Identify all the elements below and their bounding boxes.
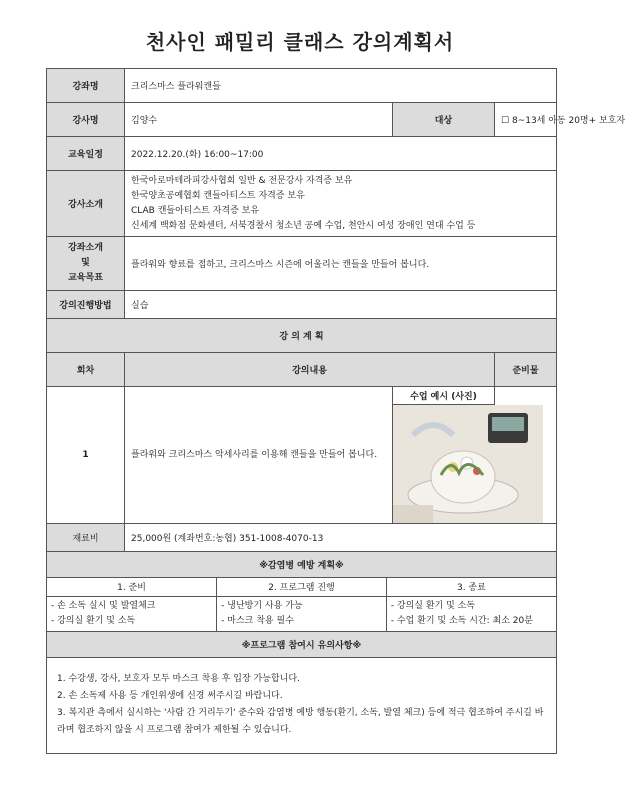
prevention-col-items [217, 596, 387, 631]
method-label: 강의진행방법 [47, 291, 125, 319]
session-row [47, 387, 557, 524]
notes-header: ※프로그램 참여시 유의사항※ [47, 631, 557, 657]
prevention-row [47, 578, 557, 632]
goal-value: 플라워와 향료를 접하고, 크리스마스 시즌에 어울리는 캔들을 만들어 봅니다. [125, 237, 557, 291]
course-plan-table [46, 68, 625, 754]
photo-label: 수업 예시 (사진) [393, 387, 494, 405]
intro-label: 강사소개 [47, 171, 125, 237]
goal-label-line: 교육목표 [68, 273, 103, 283]
fee-value: 25,000원 (계좌번호:농협) 351-1008-4070-13 [125, 524, 557, 552]
notes-row [47, 657, 557, 753]
fee-row [47, 524, 557, 552]
prevention-header: ※감염병 예방 계획※ [47, 552, 557, 578]
plan-column-header-row [47, 353, 557, 387]
col-session-header: 회차 [47, 353, 125, 387]
document-title: 천사인 패밀리 클래스 강의계획서 [145, 30, 455, 54]
prevention-col-title: 1. 준비 [47, 578, 217, 596]
session-content: 플라워와 크리스마스 악세사리를 이용해 캔들을 만들어 봅니다. [125, 387, 393, 524]
col-content-header: 강의내용 [125, 353, 495, 387]
method-value: 실습 [125, 291, 557, 319]
intro-line: 한국양초공예협회 캔들아티스트 자격증 보유 [131, 190, 305, 201]
notes-header-row [47, 631, 557, 657]
schedule-label: 교육일정 [47, 137, 125, 171]
prevention-table [47, 578, 556, 631]
photo-cell [393, 387, 495, 524]
schedule-value: 2022.12.20.(화) 16:00~17:00 [125, 137, 557, 171]
prevention-col-title: 2. 프로그램 진행 [217, 578, 387, 596]
goal-row [47, 237, 557, 291]
intro-line: 신세계 백화점 문화센터, 서북경찰서 청소년 공예 수업, 천안시 여성 장애인 연대 수업 등 [131, 220, 476, 231]
plan-header: 강 의 계 획 [47, 319, 557, 353]
prevention-item: - 강의실 환기 및 소독 [390, 600, 476, 611]
instructor-label: 강사명 [47, 103, 125, 137]
prevention-cell [47, 578, 557, 632]
intro-line: CLAB 캔들아티스트 자격증 보유 [131, 205, 260, 216]
prevention-item: - 냉난방기 사용 가능 [221, 600, 303, 611]
prevention-col-items [386, 596, 556, 631]
prevention-col-title: 3. 종료 [386, 578, 556, 596]
course-row [47, 69, 557, 103]
prevention-item: - 마스크 착용 필수 [221, 615, 294, 626]
note-item: 2. 손 소독제 사용 등 개인위생에 신경 써주시길 바랍니다. [57, 691, 283, 701]
prevention-header-row [47, 552, 557, 578]
course-label: 강좌명 [47, 69, 125, 103]
instructor-value: 김양수 [125, 103, 393, 137]
fee-label: 재료비 [47, 524, 125, 552]
session-number: 1 [47, 387, 125, 524]
goal-label-line: 및 [81, 258, 90, 268]
note-item: 1. 수강생, 강사, 보호자 모두 마스크 착용 후 입장 가능합니다. [57, 674, 300, 684]
prevention-col-items [47, 596, 217, 631]
target-cell [495, 103, 625, 137]
note-item: 3. 복지관 측에서 실시하는 '사람 간 거리두기' 준수와 감염병 예방 행동(환기, 소독, 발열 체크) 등에 적극 협조하여 주시길 바라며 협조하지 않을 시 프로그램 참여가 제한될 수 있습니다. [57, 708, 544, 735]
plan-header-row [47, 319, 557, 353]
target-value: 8~13세 아동 20명+ 보호자 [511, 116, 625, 126]
prevention-item: - 손 소독 실시 및 발열체크 [51, 600, 156, 611]
col-materials-header: 준비물 [495, 353, 557, 387]
goal-label-line: 강좌소개 [68, 243, 103, 253]
method-row [47, 291, 557, 319]
candle-photo-icon [393, 405, 543, 523]
goal-label [47, 237, 125, 291]
target-label: 대상 [393, 103, 495, 137]
prevention-item: - 강의실 환기 및 소독 [51, 615, 136, 626]
intro-line: 한국아로마테라피강사협회 일반 & 전문강사 자격증 보유 [131, 175, 353, 186]
intro-row [47, 171, 557, 237]
course-value: 크리스마스 플라워캔들 [125, 69, 557, 103]
notes-body [47, 657, 557, 753]
schedule-row [47, 137, 557, 171]
instructor-row [47, 103, 557, 137]
target-checkbox[interactable]: ☐ [501, 116, 510, 126]
intro-value [125, 171, 557, 237]
prevention-item: - 수업 환기 및 소독 시간: 최소 20분 [390, 615, 533, 626]
class-example-photo [393, 405, 494, 523]
